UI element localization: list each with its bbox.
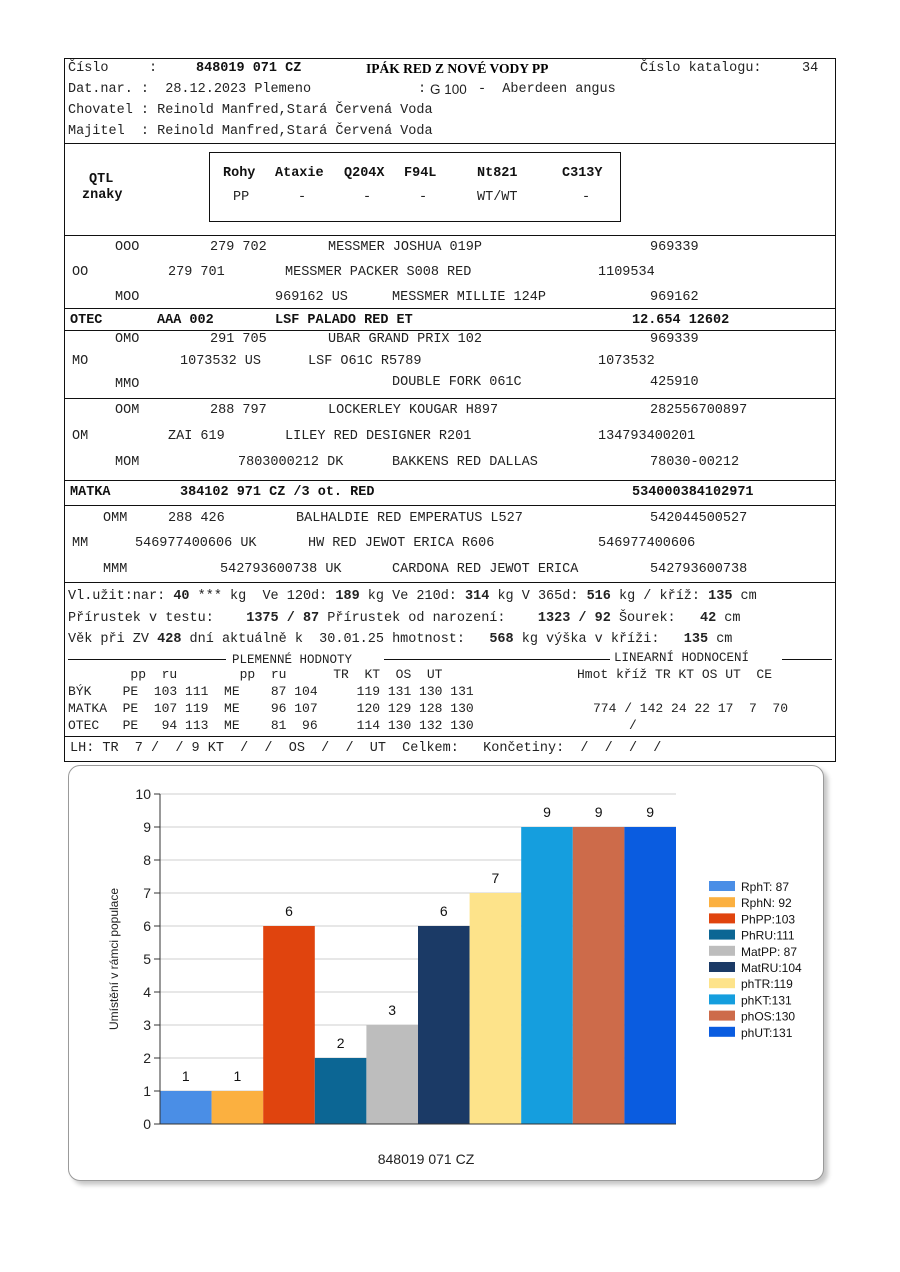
bar-value-label: 3 [388,1002,397,1018]
animal-name: IPÁK RED Z NOVÉ VODY PP [366,61,549,76]
ped-mom-id: 7803000212 DK [238,455,344,470]
ped-oom-reg: 282556700897 [650,403,748,418]
ped-mmm-code: MMM [103,562,128,577]
lh-line: LH: TR 7 / / 9 KT / / OS / / UT Celkem: Končetiny: / / / / [70,741,662,756]
ped-oo-reg: 1109534 [598,265,655,280]
bar [573,827,625,1124]
row-byk: BÝK PE 103 111 ME 87 104 119 131 130 131 [68,684,474,699]
title-rule [68,659,226,660]
legend-label: phKT:131 [741,993,792,1008]
legend-label: PhRU:111 [741,928,795,943]
ped-mm-id: 546977400606 UK [135,536,257,551]
chart-y-label: Umístění v rámci populace [107,887,121,1031]
bar-value-label: 1 [233,1068,242,1084]
y-tick-label: 9 [143,819,151,835]
plemeno-name: - Aberdeen angus [478,82,616,97]
ped-moo-reg: 969162 [650,290,699,305]
ped-ooo-code: OOO [115,240,140,255]
bar-value-label: 6 [285,903,293,919]
divider [64,308,836,309]
bar-value-label: 6 [439,903,448,919]
ped-ooo-reg: 969339 [650,240,699,255]
qtl-val-f94l: - [419,190,428,205]
ped-mmm-reg: 542793600738 [650,562,748,577]
y-tick-label: 3 [143,1017,151,1033]
divider [64,505,836,506]
legend-swatch [709,1011,735,1021]
divider [64,143,836,144]
bar-value-label: 7 [491,870,500,886]
bar [315,1058,367,1124]
legend-swatch [709,978,735,988]
qtl-val-ataxie: - [298,190,307,205]
perf-line-2: Přírustek v testu: 1375 / 87 Přírustek od narození: 1323 / 92 Šourek: 42 cm [68,611,741,626]
row-matka: MATKA PE 107 119 ME 96 107 120 129 128 130 [68,701,474,716]
bar [624,827,676,1124]
ped-mmm-id: 542793600738 UK [220,562,342,577]
legend-label: RphN: 92 [741,896,792,911]
ped-moo-code: MOO [115,290,140,305]
ped-om-name: LILEY RED DESIGNER R201 [285,429,472,444]
y-tick-label: 0 [143,1116,151,1132]
ped-moo-id: 969162 US [275,290,348,305]
ped-oo-code: OO [72,265,89,280]
legend-label: MatRU:104 [741,961,802,975]
ped-oo-name: MESSMER PACKER S008 RED [285,265,472,280]
qtl-label-znaky: znaky [82,188,123,203]
catalog-label: Číslo katalogu: [640,61,762,76]
ped-omm-id: 288 426 [168,511,225,526]
ped-mmo-name: DOUBLE FORK 061C [392,375,522,390]
bar-value-label: 1 [181,1068,190,1084]
y-tick-label: 7 [143,885,151,901]
qtl-col-nt821: Nt821 [477,166,518,181]
ped-mom-code: MOM [115,455,140,470]
qtl-val-q204x: - [363,190,372,205]
ped-mmo-reg: 425910 [650,375,699,390]
bar [470,893,522,1124]
ped-oo-id: 279 701 [168,265,225,280]
perf-line-1: Vl.užit:nar: 40 *** kg Ve 120d: 189 kg Ve 210d: 314 kg V 365d: 516 kg / kříž: 135 cm [68,589,757,604]
legend-label: phOS:130 [741,1009,796,1024]
qtl-val-c313y: - [582,190,591,205]
linear-title: LINEARNÍ HODNOCENÍ [614,651,750,665]
cislo-value: 848019 071 CZ [196,61,302,76]
ped-matka-reg: 534000384102971 [632,485,754,500]
legend-label: phUT:131 [741,1025,793,1040]
y-tick-label: 2 [143,1050,151,1066]
qtl-col-q204x: Q204X [344,166,385,181]
bar [366,1025,418,1124]
qtl-val-nt821: WT/WT [477,190,518,205]
y-tick-label: 5 [143,951,151,967]
ped-omm-reg: 542044500527 [650,511,748,526]
qtl-label: QTL [89,172,114,187]
perf-line-3: Věk při ZV 428 dní aktuálně k 30.01.25 hmotnost: 568 kg výška v kříži: 135 cm [68,632,733,647]
row-otec-linear: / [629,718,637,733]
legend-swatch [709,962,735,972]
ped-mom-name: BAKKENS RED DALLAS [392,455,538,470]
ped-oom-name: LOCKERLEY KOUGAR H897 [328,403,499,418]
bar [160,1091,212,1124]
ped-otec-id: AAA 002 [157,313,214,328]
y-tick-label: 6 [143,918,151,934]
ped-moo-name: MESSMER MILLIE 124P [392,290,546,305]
bar-value-label: 9 [594,804,603,820]
ped-mmo-code: MMO [115,377,140,392]
ped-omo-name: UBAR GRAND PRIX 102 [328,332,482,347]
legend-label: RphT: 87 [741,880,790,894]
legend-label: phTR:119 [741,977,793,992]
row-matka-linear: 774 / 142 24 22 17 7 70 [593,701,789,716]
ped-omo-reg: 969339 [650,332,699,347]
ped-mm-reg: 546977400606 [598,536,696,551]
bar-value-label: 9 [543,804,551,820]
divider [64,235,836,236]
ped-mo-id: 1073532 US [180,354,262,369]
ped-mo-code: MO [72,354,89,369]
legend-label: PhPP:103 [741,912,796,927]
divider [64,480,836,481]
linear-header: Hmot kříž TR KT OS UT CE [577,667,773,682]
qtl-col-rohy: Rohy [223,166,256,181]
ped-omo-code: OMO [115,332,140,347]
breeding-header: pp ru pp ru TR KT OS UT [68,667,443,682]
ped-om-id: ZAI 619 [168,429,225,444]
y-tick-label: 1 [143,1083,151,1099]
bar-value-label: 2 [336,1035,345,1051]
catalog-value: 34 [802,61,819,76]
qtl-col-c313y: C313Y [562,166,603,181]
ped-ooo-id: 279 702 [210,240,267,255]
chovatel-line: Chovatel : Reinold Manfred,Stará Červená Voda [68,103,433,118]
ped-otec-name: LSF PALADO RED ET [275,313,413,328]
ped-mom-reg: 78030-00212 [650,455,740,470]
qtl-col-f94l: F94L [404,166,437,181]
bar-value-label: 9 [646,804,655,820]
legend-swatch [709,946,735,956]
ped-om-reg: 134793400201 [598,429,696,444]
ped-mm-name: HW RED JEWOT ERICA R606 [308,536,495,551]
qtl-box [209,152,621,222]
ped-otec-reg: 12.654 12602 [632,313,730,328]
bar [418,926,470,1124]
ped-omm-code: OMM [103,511,128,526]
divider [64,398,836,399]
plemeno-colon: : [418,82,427,97]
divider [64,736,836,737]
ped-omm-name: BALHALDIE RED EMPERATUS L527 [296,511,523,526]
y-tick-label: 4 [143,984,151,1000]
legend-label: MatPP: 87 [741,944,798,959]
title-rule [782,659,832,660]
ped-mo-name: LSF O61C R5789 [308,354,422,369]
divider [64,582,836,583]
majitel-line: Majitel : Reinold Manfred,Stará Červená Voda [68,124,433,139]
row-otec: OTEC PE 94 113 ME 81 96 114 130 132 130 [68,718,474,733]
legend-swatch [709,994,735,1004]
divider [64,330,836,331]
legend-swatch [709,1027,735,1037]
ped-omo-id: 291 705 [210,332,267,347]
ped-oom-id: 288 797 [210,403,267,418]
breeding-title: PLEMENNÉ HODNOTY [232,653,353,667]
qtl-val-rohy: PP [233,190,250,205]
ped-ooo-name: MESSMER JOSHUA 019P [328,240,482,255]
ped-mmm-name: CARDONA RED JEWOT ERICA [392,562,579,577]
legend-swatch [709,913,735,923]
bar [212,1091,264,1124]
ped-otec-code: OTEC [70,313,103,328]
ped-matka-id: 384102 971 CZ /3 ot. RED [180,485,375,500]
ped-oom-code: OOM [115,403,140,418]
ped-om-code: OM [72,429,89,444]
ped-mm-code: MM [72,536,89,551]
y-tick-label: 10 [135,786,151,802]
legend-swatch [709,897,735,907]
ped-mo-reg: 1073532 [598,354,655,369]
cislo-label: Číslo : [68,61,158,76]
bar [521,827,573,1124]
ped-matka-code: MATKA [70,485,111,500]
chart-x-label: 848019 071 CZ [377,1151,475,1167]
bar-chart [68,765,824,1181]
qtl-col-ataxie: Ataxie [275,166,324,181]
bar [263,926,315,1124]
birth-date-line: Dat.nar. : 28.12.2023 Plemeno [68,82,312,97]
title-rule [384,659,610,660]
plemeno-code: G 100 [430,82,467,97]
y-tick-label: 8 [143,852,151,868]
legend-swatch [709,930,735,940]
legend-swatch [709,881,735,891]
